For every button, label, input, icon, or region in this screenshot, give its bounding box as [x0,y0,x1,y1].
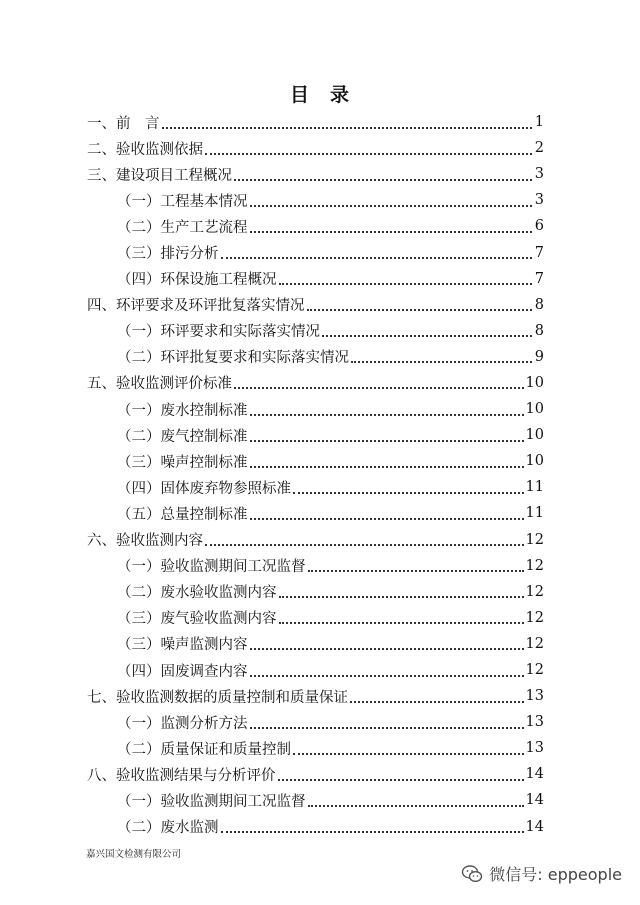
toc-entry-label: （一）监测分析方法 [117,715,248,732]
toc-entry-label: （二）环评批复要求和实际落实情况 [117,350,349,367]
toc-entry[interactable] [87,735,544,761]
toc-entry-page: 11 [525,479,544,496]
toc-entry-page: 12 [525,635,544,652]
toc-entry-page: 13 [525,688,544,705]
toc-leader-dots [250,439,524,442]
toc-entry[interactable] [87,187,544,213]
toc-entry-page: 14 [525,792,544,809]
toc-entry[interactable] [87,161,544,187]
toc-leader-dots [250,726,524,729]
toc-entry-page: 11 [525,505,544,522]
toc-entry-label: （二）生产工艺流程 [117,219,248,236]
wechat-watermark [461,862,622,885]
toc-leader-dots [250,674,524,677]
wechat-icon [461,864,483,884]
toc-leader-dots [234,178,532,181]
toc-entry[interactable] [87,135,544,161]
toc-entry-page: 10 [525,453,544,470]
toc-entry[interactable] [87,344,544,370]
toc-leader-dots [250,647,524,650]
toc-entry-label: （一）验收监测期间工况监督 [117,793,306,810]
toc-entry-page: 9 [534,348,544,365]
toc-leader-dots [351,360,532,363]
toc-entry-page: 3 [534,192,544,209]
toc-leader-dots [250,204,533,207]
toc-entry-page: 10 [525,401,544,418]
toc-leader-dots [234,386,524,389]
toc-entry[interactable] [87,318,544,344]
toc-entry-label: （三）噪声监测内容 [117,637,248,654]
toc-entry-label: （二）废水验收监测内容 [117,585,277,602]
toc-leader-dots [205,543,524,546]
toc-entry[interactable] [87,683,544,709]
toc-entry-label: （一）验收监测期间工况监督 [117,559,306,576]
toc-entry[interactable] [87,579,544,605]
toc-leader-dots [250,517,524,520]
toc-entry-page: 1 [534,114,544,131]
toc-entry-label: （三）噪声控制标准 [117,454,248,471]
table-of-contents [87,109,544,840]
toc-entry-page: 14 [525,766,544,783]
toc-entry[interactable] [87,370,544,396]
toc-entry-page: 8 [534,296,544,313]
toc-entry[interactable] [87,500,544,526]
toc-entry-label: 二、验收监测依据 [87,141,203,158]
toc-entry-page: 12 [525,557,544,574]
toc-leader-dots [250,465,524,468]
toc-entry-page: 6 [534,218,544,235]
toc-entry-label: 一、前 言 [87,115,160,132]
toc-leader-dots [350,700,524,703]
toc-entry-page: 13 [525,740,544,757]
toc-entry-page: 12 [525,583,544,600]
toc-entry[interactable] [87,239,544,265]
toc-entry-label: （三）排污分析 [117,246,219,263]
toc-leader-dots [250,413,524,416]
toc-leader-dots [293,752,524,755]
toc-entry[interactable] [87,109,544,135]
toc-entry[interactable] [87,814,544,840]
toc-entry-label: （二）废水监测 [117,820,219,837]
toc-entry-page: 14 [525,818,544,835]
toc-entry-label: （二）废气控制标准 [117,428,248,445]
toc-entry-label: （二）质量保证和质量控制 [117,741,291,758]
toc-entry-page: 10 [525,374,544,391]
toc-entry[interactable] [87,657,544,683]
toc-entry-page: 7 [534,270,544,287]
toc-entry[interactable] [87,474,544,500]
toc-entry[interactable] [87,527,544,553]
toc-leader-dots [279,282,533,285]
toc-entry-label: 四、环评要求及环评批复落实情况 [87,298,305,315]
toc-entry-label: （一）废水控制标准 [117,402,248,419]
toc-leader-dots [308,569,524,572]
toc-entry-page: 2 [534,140,544,157]
toc-entry-page: 12 [525,531,544,548]
toc-entry[interactable] [87,631,544,657]
toc-entry-label: （一）工程基本情况 [117,193,248,210]
toc-entry-page: 7 [534,244,544,261]
page-title: 目 录 [289,84,350,106]
toc-entry[interactable] [87,292,544,318]
toc-leader-dots [278,778,524,781]
toc-entry-label: （四）环保设施工程概况 [117,272,277,289]
toc-entry-label: 三、建设项目工程概况 [87,167,232,184]
toc-entry-label: （一）环评要求和实际落实情况 [117,324,320,341]
toc-leader-dots [221,830,524,833]
toc-entry-label: （五）总量控制标准 [117,506,248,523]
toc-entry[interactable] [87,213,544,239]
toc-leader-dots [250,230,533,233]
toc-leader-dots [205,152,532,155]
toc-entry[interactable] [87,553,544,579]
footer-company-name: 嘉兴国文检测有限公司 [86,849,182,860]
toc-entry-label: 八、验收监测结果与分析评价 [87,767,276,784]
toc-entry-page: 3 [534,166,544,183]
toc-entry[interactable] [87,761,544,787]
toc-entry-label: 五、验收监测评价标准 [87,376,232,393]
toc-leader-dots [279,595,524,598]
watermark-text: 微信号: eppeople [489,865,622,884]
toc-entry-label: 六、验收监测内容 [87,533,203,550]
toc-entry[interactable] [87,787,544,813]
toc-entry[interactable] [87,709,544,735]
toc-entry-page: 10 [525,427,544,444]
toc-entry[interactable] [87,422,544,448]
toc-entry-page: 12 [525,609,544,626]
toc-entry[interactable] [87,396,544,422]
toc-entry-page: 13 [525,714,544,731]
toc-entry-page: 8 [534,322,544,339]
toc-entry-label: （四）固体废弃物参照标准 [117,480,291,497]
toc-leader-dots [162,126,533,129]
toc-leader-dots [221,256,533,259]
toc-leader-dots [279,621,524,624]
toc-entry[interactable] [87,605,544,631]
toc-entry-label: （四）固废调查内容 [117,663,248,680]
toc-entry[interactable] [87,448,544,474]
toc-leader-dots [293,491,524,494]
toc-entry-page: 12 [525,662,544,679]
toc-leader-dots [308,804,524,807]
toc-leader-dots [322,334,532,337]
toc-entry-label: 七、验收监测数据的质量控制和质量保证 [87,689,348,706]
toc-leader-dots [307,308,533,311]
toc-entry[interactable] [87,266,544,292]
toc-entry-label: （三）废气验收监测内容 [117,611,277,628]
